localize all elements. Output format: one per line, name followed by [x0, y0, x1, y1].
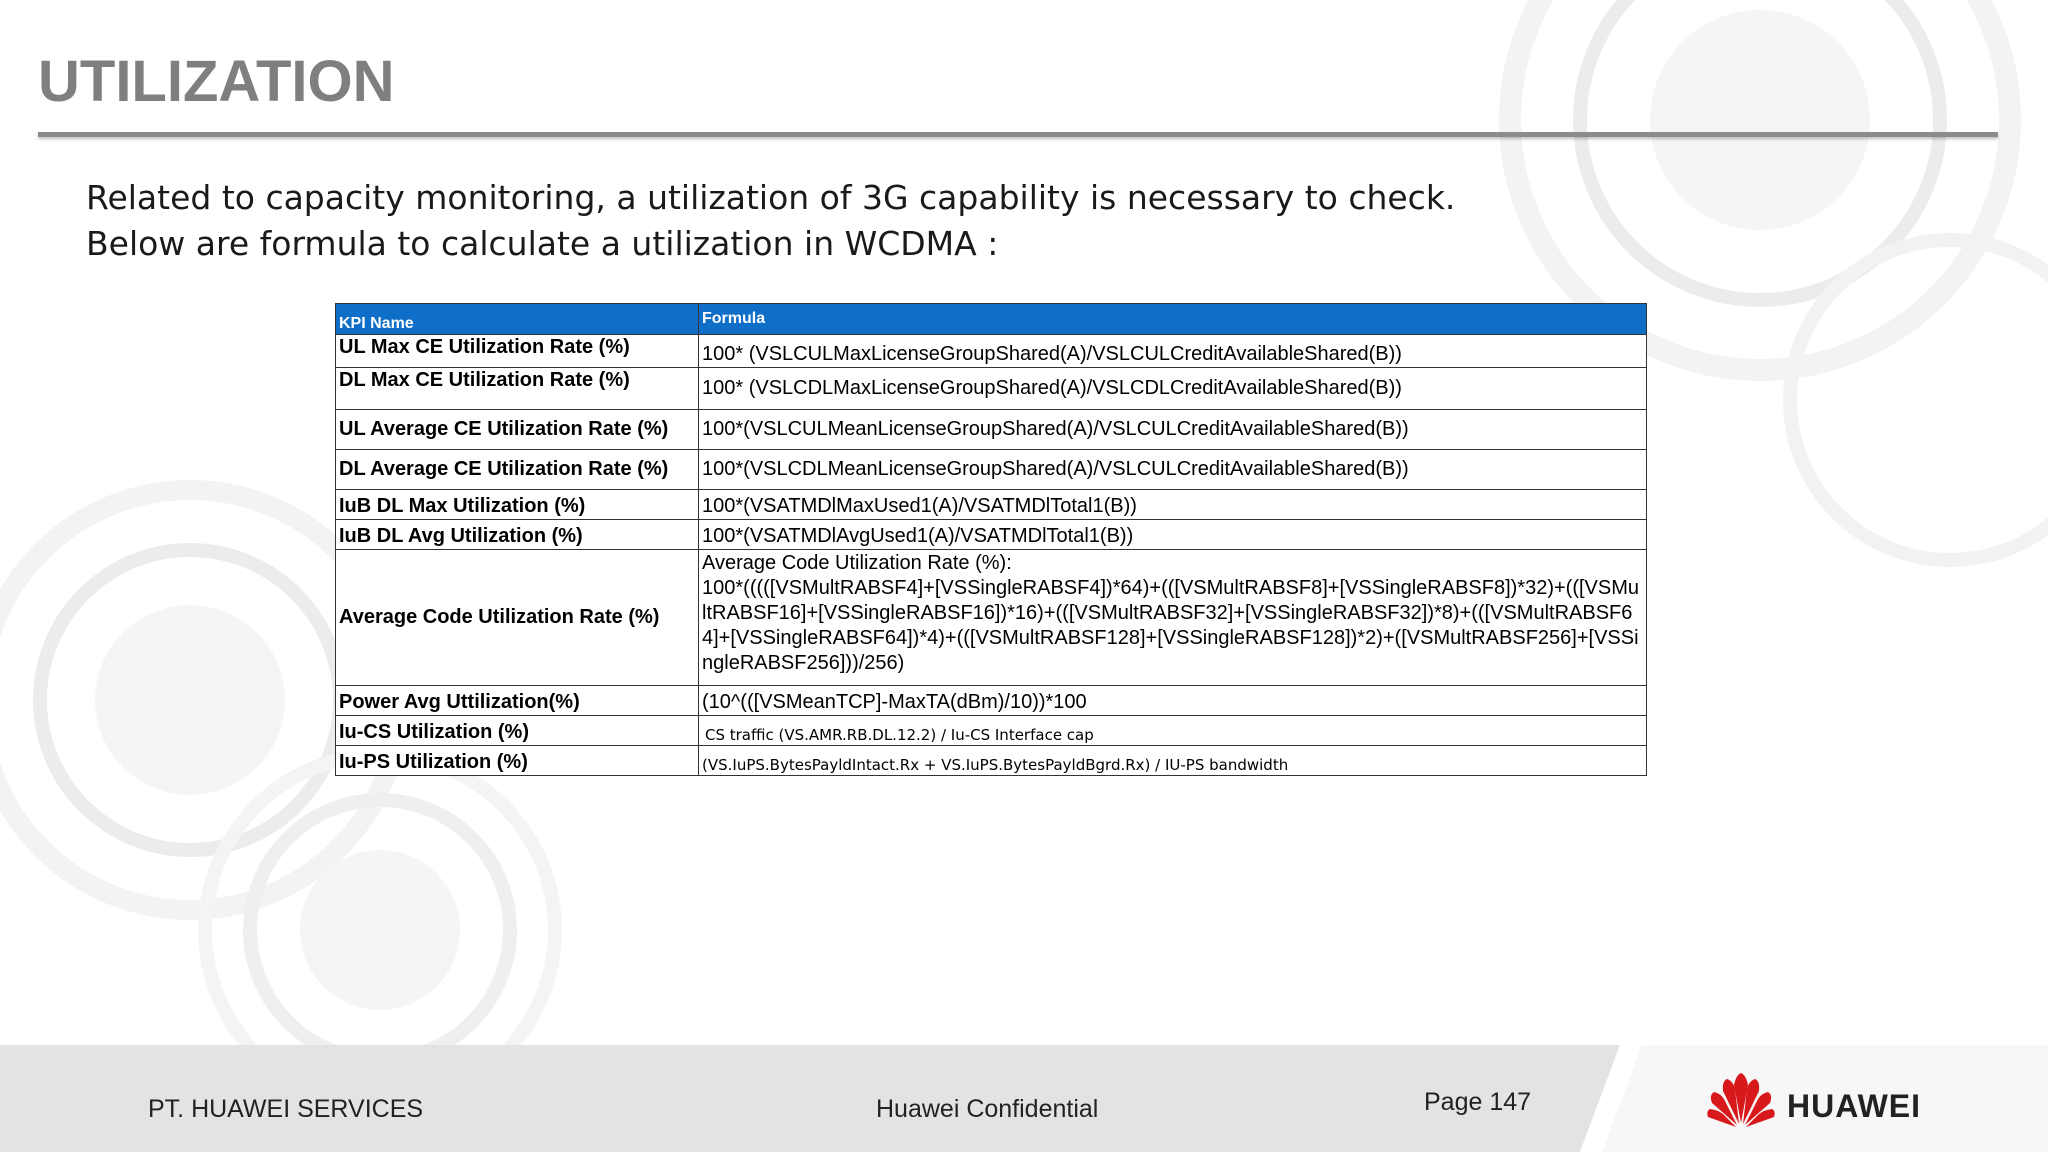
header-kpi-name: KPI Name [336, 304, 699, 335]
huawei-logo-icon [1706, 1071, 1776, 1129]
kpi-name-cell: Iu-PS Utilization (%) [336, 746, 699, 776]
footer-confidential: Huawei Confidential [876, 1095, 1099, 1123]
kpi-name-cell: IuB DL Avg Utilization (%) [336, 520, 699, 550]
table-row [336, 520, 1647, 550]
table-row [336, 716, 1647, 746]
table-row [336, 490, 1647, 520]
kpi-name-cell: DL Max CE Utilization Rate (%) [336, 368, 699, 410]
formula-cell: CS traffic (VS.AMR.RB.DL.12.2) / Iu-CS Interface cap [699, 716, 1647, 746]
brand-name: HUAWEI [1787, 1088, 1921, 1124]
formula-cell: 100*(VSATMDlMaxUsed1(A)/VSATMDlTotal1(B)) [699, 490, 1647, 520]
formula-body: 100*(((([VSMultRABSF4]+[VSSingleRABSF4])*64)+(([VSMultRABSF8]+[VSSingleRABSF8])*32)+(([VSMultRABSF16]+[VSSingleRABSF16])*16)+(([VSMultRABSF32]+[VSSingleRABSF32])*8)+(([VSMultRABSF64]+[VSSingleRABSF64])*4)+(([VSMultRABSF128]+[VSSingleRABSF128])*2)+([VSMultRABSF256]+[VSSingleRABSF256]))/256) [702, 577, 1640, 674]
title-divider [38, 132, 1998, 137]
kpi-name-cell: DL Average CE Utilization Rate (%) [336, 450, 699, 490]
formula-cell: 100*(VSLCULMeanLicenseGroupShared(A)/VSLCULCreditAvailableShared(B)) [699, 410, 1647, 450]
table-row [336, 410, 1647, 450]
table-header-row [336, 304, 1647, 335]
formula-cell: 100* (VSLCULMaxLicenseGroupShared(A)/VSLCULCreditAvailableShared(B)) [699, 335, 1647, 368]
formula-cell: (10^(([VSMeanTCP]-MaxTA(dBm)/10))*100 [699, 686, 1647, 716]
table-row [336, 686, 1647, 716]
intro-line-1: Related to capacity monitoring, a utilization of 3G capability is necessary to check. [86, 178, 1456, 217]
kpi-name-cell: Power Avg Uttilization(%) [336, 686, 699, 716]
kpi-name-cell: Average Code Utilization Rate (%) [336, 550, 699, 686]
formula-cell: 100* (VSLCDLMaxLicenseGroupShared(A)/VSLCDLCreditAvailableShared(B)) [699, 368, 1647, 410]
formula-title: Average Code Utilization Rate (%): [702, 552, 1012, 574]
kpi-name-cell: UL Average CE Utilization Rate (%) [336, 410, 699, 450]
kpi-formula-table [335, 303, 1647, 776]
formula-cell [699, 550, 1647, 686]
table-row [336, 550, 1647, 686]
intro-text [86, 175, 1455, 267]
formula-cell: 100*(VSATMDlAvgUsed1(A)/VSATMDlTotal1(B)) [699, 520, 1647, 550]
formula-cell: 100*(VSLCDLMeanLicenseGroupShared(A)/VSLCULCreditAvailableShared(B)) [699, 450, 1647, 490]
table-row [336, 335, 1647, 368]
footer-company: PT. HUAWEI SERVICES [148, 1095, 424, 1123]
page-number: Page 147 [1424, 1088, 1532, 1116]
intro-line-2: Below are formula to calculate a utilization in WCDMA : [86, 224, 999, 263]
formula-cell: (VS.IuPS.BytesPayldIntact.Rx + VS.IuPS.BytesPayldBgrd.Rx) / IU-PS bandwidth [699, 746, 1647, 776]
kpi-name-cell: Iu-CS Utilization (%) [336, 716, 699, 746]
slide-title: UTILIZATION [38, 49, 395, 114]
kpi-name-cell: UL Max CE Utilization Rate (%) [336, 335, 699, 368]
table-row [336, 368, 1647, 410]
header-formula: Formula [699, 304, 1647, 335]
table-row [336, 450, 1647, 490]
kpi-name-cell: IuB DL Max Utilization (%) [336, 490, 699, 520]
table-row [336, 746, 1647, 776]
